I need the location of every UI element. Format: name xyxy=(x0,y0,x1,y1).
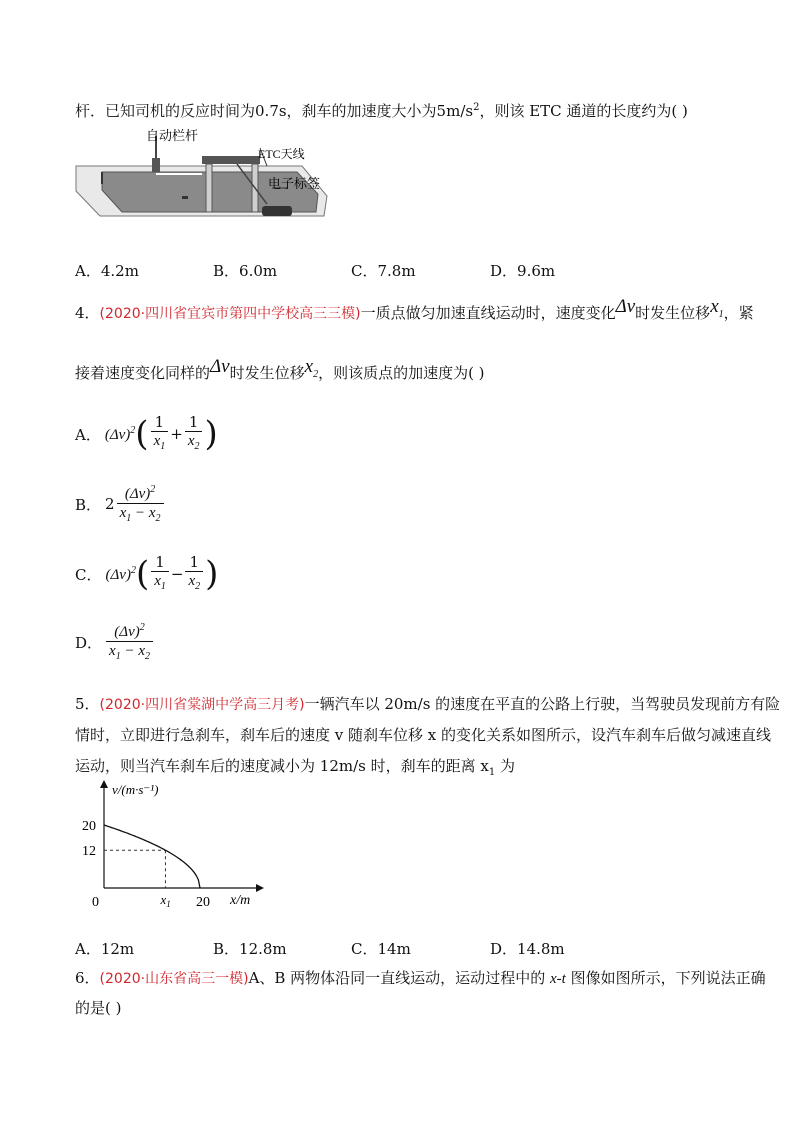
q5-source: (2020·四川省棠湖中学高三月考) xyxy=(99,697,305,713)
fig-label-antenna: ETC天线 xyxy=(258,147,305,161)
q4-option-d[interactable]: D． $\frac{(\Delta v)^2}{x_1 - x_2}$ xyxy=(75,620,155,664)
q4-source: (2020·四川省宜宾市第四中学校高三三模) xyxy=(99,306,361,322)
etc-figure xyxy=(72,126,332,238)
fig-label-tag: 电子标签 xyxy=(268,176,321,191)
y-axis-label: v/(m·s⁻¹) xyxy=(112,782,159,797)
q5-stem-line2: 情时，立即进行急刹车，刹车后的速度 v 随刹车位移 x 的变化关系如图所示，设汽车刹车后做匀减速直线 xyxy=(75,726,772,744)
q4-x2: $x_2$ xyxy=(304,356,319,380)
q4-delta-v: Δv xyxy=(615,296,636,317)
q4-option-c[interactable]: C． $(\Delta v)^2$ ( $\frac{1}{x_1}$ − $\frac{1}{x_2}$ ) xyxy=(75,552,219,594)
q6-source: (2020·山东省高三一模) xyxy=(99,971,249,987)
q5-option-a[interactable]: A．12m xyxy=(75,940,135,958)
q3-option-d[interactable]: D．9.6m xyxy=(490,262,556,280)
q4-stem-line1: 4．(2020·四川省宜宾市第四中学校高三三模)一质点做匀加速直线运动时，速度变化Δv时发生位移$x_1$，紧 xyxy=(75,296,754,322)
q6-stem-line1: 6．(2020·山东省高三一模)A、B 两物体沿同一直线运动，运动过程中的 x-t 图像如图所示，下列说法正确 xyxy=(75,969,766,987)
q4-stem-line2: 接着速度变化同样的Δv时发生位移$x_2$，则该质点的加速度为( ) xyxy=(75,356,485,382)
q4-option-b[interactable]: B． 2 $\frac{(\Delta v)^2}{x_1 - x_2}$ xyxy=(75,482,166,526)
v-x-curve xyxy=(104,825,200,888)
q5-option-d[interactable]: D．14.8m xyxy=(490,940,565,958)
q5-option-b[interactable]: B．12.8m xyxy=(213,940,287,958)
q6-number: 6． xyxy=(75,969,100,987)
y-axis-arrow-icon xyxy=(100,780,108,788)
q3-stem-end: ，则该 ETC 通道的长度约为( ) xyxy=(479,102,688,120)
q5-option-c[interactable]: C．14m xyxy=(351,940,411,958)
q3-option-c[interactable]: C．7.8m xyxy=(351,262,416,280)
q5-vx-graph xyxy=(70,778,270,910)
q5-stem-line3: 运动，则当汽车刹车后的速度减小为 12m/s 时，刹车的距离 $x_1$ 为 xyxy=(75,757,515,778)
q6-stem-line2: 的是( ) xyxy=(75,999,122,1017)
origin-label: 0 xyxy=(92,895,99,910)
q3-stem-sup: 2 xyxy=(473,102,480,113)
q4-number: 4． xyxy=(75,304,100,322)
y-tick-12: 12 xyxy=(82,844,96,860)
q3-option-b[interactable]: B．6.0m xyxy=(213,262,278,280)
y-tick-20: 20 xyxy=(82,819,96,834)
q3-stem xyxy=(75,98,688,121)
q3-stem-text: 杆．已知司机的反应时间为0.7s，刹车的加速度大小为5m/s xyxy=(75,102,474,120)
x-tick-20: 20 xyxy=(196,895,210,910)
q4-x1: $x_1$ xyxy=(710,296,724,320)
q5-stem-line1: 5．(2020·四川省棠湖中学高三月考)一辆汽车以 20m/s 的速度在平直的公路上行驶，当驾驶员发现前方有险 xyxy=(75,695,781,713)
x-axis-label: x/m xyxy=(230,893,251,908)
x-axis-arrow-icon xyxy=(256,884,264,892)
x-tick-x1: $x_1$ xyxy=(160,892,171,909)
q5-number: 5． xyxy=(75,695,100,713)
fig-label-barrier: 自动栏杆 xyxy=(146,128,199,143)
q3-option-a[interactable]: A．4.2m xyxy=(75,262,139,280)
q4-option-a[interactable]: A． $(\Delta v)^2$ ( $\frac{1}{x_1}$ + $\frac{1}{x_2}$ ) xyxy=(75,412,218,454)
